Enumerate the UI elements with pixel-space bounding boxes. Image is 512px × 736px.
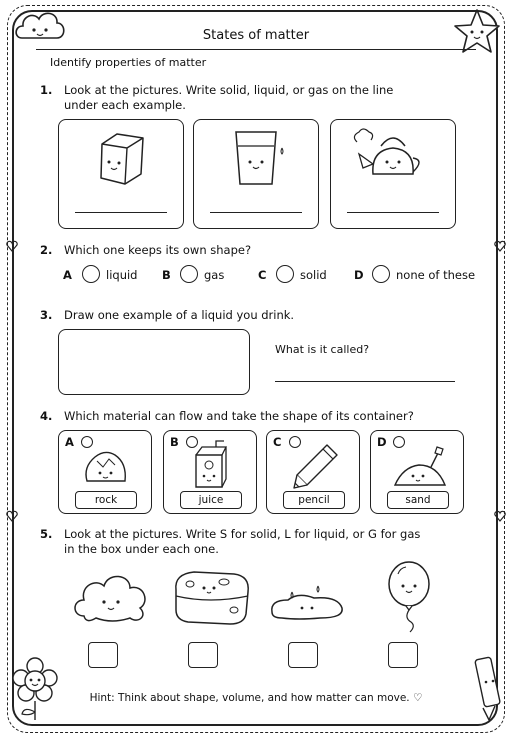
q4-option-d-letter: D: [377, 435, 387, 449]
ice-cube-icon: [97, 130, 147, 188]
q4-option-a-letter: A: [65, 435, 74, 449]
balloon-icon: [384, 560, 434, 632]
q5-answer-box-sponge[interactable]: [188, 642, 218, 668]
q2-option-c-bubble[interactable]: [276, 265, 294, 283]
q5-answer-box-balloon[interactable]: [388, 642, 418, 668]
q2-option-a-bubble[interactable]: [82, 265, 100, 283]
pencil-face-icon: [474, 654, 504, 724]
q4-option-c-card[interactable]: [266, 430, 360, 514]
q2-option-d-label: none of these: [396, 268, 476, 282]
q4-option-a-card[interactable]: [58, 430, 152, 514]
heart-icon: [494, 510, 506, 522]
question-4-text: Which material can flow and take the shape of its container?: [64, 409, 414, 423]
heart-icon: [494, 240, 506, 252]
question-4-number: 4.: [40, 409, 53, 423]
question-2-text: Which one keeps its own shape?: [64, 243, 252, 257]
flower-face-icon: [10, 656, 60, 722]
question-2-number: 2.: [40, 243, 53, 257]
question-1-text-line1: Look at the pictures. Write solid, liquid, or gas on the line: [64, 83, 394, 97]
q4-option-a-label: rock: [75, 491, 137, 509]
q2-option-b-label: gas: [204, 268, 225, 282]
q2-option-b-letter: B: [162, 268, 171, 282]
juice-box-icon: [192, 441, 232, 489]
rock-icon: [83, 447, 129, 487]
pencil-icon: [293, 443, 339, 489]
q4-option-d-card[interactable]: [370, 430, 464, 514]
q4-option-b-card[interactable]: [163, 430, 257, 514]
q2-option-b-bubble[interactable]: [180, 265, 198, 283]
title-divider: [36, 49, 476, 50]
heart-icon: [6, 240, 18, 252]
question-1-text-line2: under each example.: [64, 98, 186, 112]
q4-option-b-label: juice: [180, 491, 242, 509]
q3-answer-line[interactable]: [275, 381, 455, 382]
q1-answer-line[interactable]: [347, 212, 439, 213]
question-5-text-line1: Look at the pictures. Write S for solid, L for liquid, or G for gas: [64, 527, 421, 541]
question-5-text-line2: in the box under each one.: [64, 542, 219, 556]
sponge-icon: [170, 566, 254, 628]
q1-answer-line[interactable]: [210, 212, 302, 213]
page-subtitle: Identify properties of matter: [50, 56, 207, 69]
teapot-steam-icon: [351, 126, 435, 190]
q1-card-ice: [58, 119, 184, 229]
q2-option-d-bubble[interactable]: [372, 265, 390, 283]
q3-drawing-box[interactable]: [58, 329, 250, 395]
q2-option-d-letter: D: [354, 268, 364, 282]
q1-card-water: [193, 119, 319, 229]
footer-hint: Hint: Think about shape, volume, and how matter can move. ♡: [89, 692, 423, 704]
q5-answer-box-puddle[interactable]: [288, 642, 318, 668]
cloud-icon: [72, 566, 152, 626]
q2-option-c-label: solid: [300, 268, 327, 282]
question-3-text: Draw one example of a liquid you drink.: [64, 308, 295, 322]
page-title: States of matter: [202, 28, 310, 43]
q1-answer-line[interactable]: [75, 212, 167, 213]
sand-pile-icon: [393, 443, 449, 489]
q1-card-teapot: [330, 119, 456, 229]
heart-icon: [6, 510, 18, 522]
q4-option-b-letter: B: [170, 435, 179, 449]
question-1-number: 1.: [40, 83, 53, 97]
question-3-number: 3.: [40, 308, 53, 322]
q5-answer-box-cloud[interactable]: [88, 642, 118, 668]
q2-option-c-letter: C: [258, 268, 267, 282]
glass-of-water-icon: [232, 128, 288, 190]
q4-option-c-label: pencil: [283, 491, 345, 509]
q4-option-d-label: sand: [387, 491, 449, 509]
q2-option-a-letter: A: [63, 268, 72, 282]
q2-option-a-label: liquid: [106, 268, 138, 282]
puddle-icon: [268, 582, 348, 622]
question-5-number: 5.: [40, 527, 53, 541]
q4-option-c-letter: C: [273, 435, 282, 449]
q3-prompt: What is it called?: [275, 343, 370, 356]
